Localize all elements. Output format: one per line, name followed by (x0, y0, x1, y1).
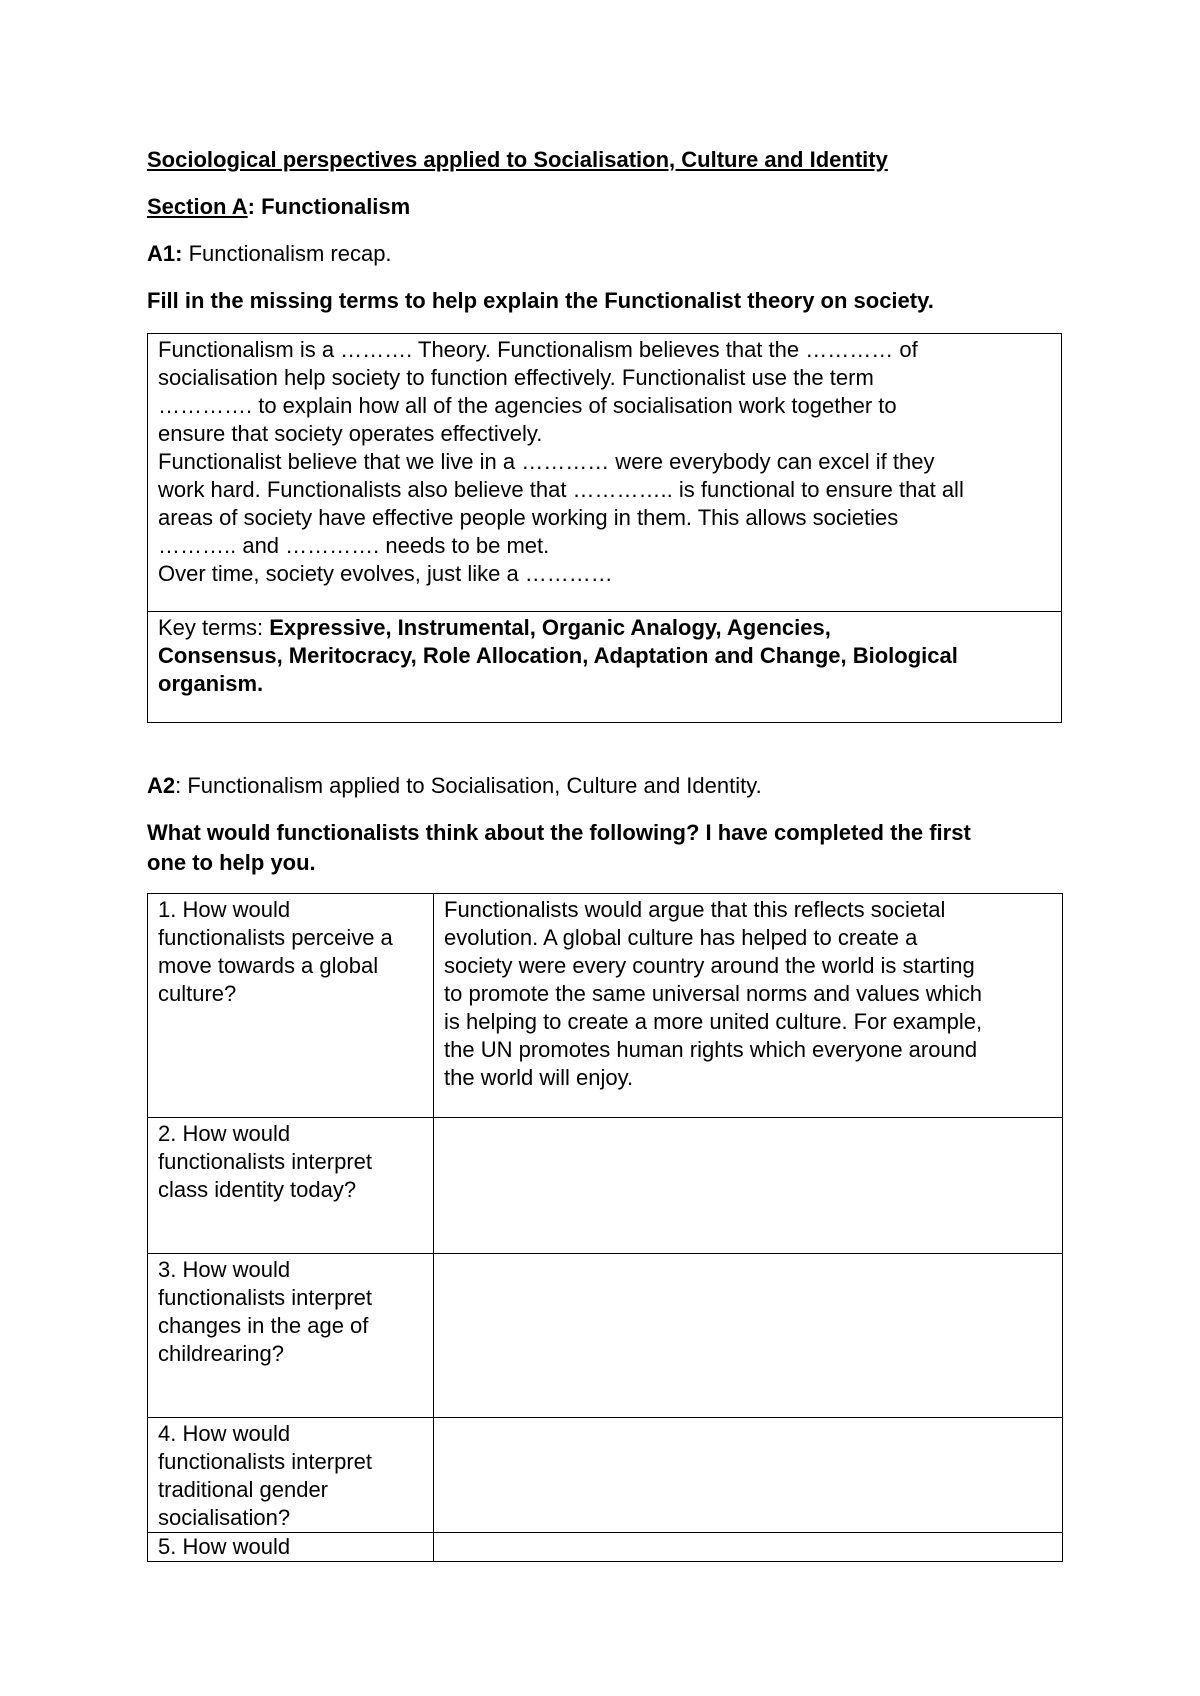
answer-cell (434, 894, 1063, 1118)
key-terms (148, 612, 1061, 722)
key-terms-line: Consensus, Meritocracy, Role Allocation, Adaptation and Change, Biological (158, 643, 958, 668)
table-row (148, 1254, 1063, 1418)
a2-text: : Functionalism applied to Socialisation, Culture and Identity. (175, 773, 762, 798)
fill-in-line: Functionalism is a ………. Theory. Functionalism believes that the ………… of (158, 337, 918, 362)
cell-text-line: class identity today? (158, 1177, 357, 1202)
cell-text-line: childrearing? (158, 1341, 284, 1366)
section-heading (147, 194, 410, 220)
cell-text-line: to promote the same universal norms and values which (444, 981, 983, 1006)
a2-instruction-line: What would functionalists think about the following? I have completed the first (147, 820, 971, 845)
cell-text-line: move towards a global (158, 953, 379, 978)
key-terms-line: Expressive, Instrumental, Organic Analogy, Agencies, (269, 615, 831, 640)
answer-cell[interactable] (434, 1533, 1063, 1562)
table-row (148, 1533, 1063, 1562)
fill-in-line: ……….. and …………. needs to be met. (158, 533, 550, 558)
section-label: Section A (147, 194, 248, 219)
cell-text-line: traditional gender (158, 1477, 329, 1502)
fill-in-box (147, 333, 1062, 723)
cell-text-line: functionalists interpret (158, 1449, 372, 1474)
a1-label: A1: (147, 241, 183, 266)
a1-instruction: Fill in the missing terms to help explain the Functionalist theory on society. (147, 288, 934, 313)
cell-text-line: the UN promotes human rights which everyone around (444, 1037, 978, 1062)
cell-text-line: functionalists interpret (158, 1285, 372, 1310)
a2-label: A2 (147, 773, 176, 798)
cell-text-line: 5. How would (158, 1534, 291, 1559)
cell-text-line: changes in the age of (158, 1313, 369, 1338)
question-cell (148, 1533, 434, 1562)
cell-text-line: evolution. A global culture has helped to create a (444, 925, 918, 950)
answer-cell[interactable] (434, 1118, 1063, 1254)
a1-heading (147, 241, 392, 267)
cell-text-line: culture? (158, 981, 237, 1006)
fill-in-line: ensure that society operates effectively. (158, 421, 543, 446)
answer-cell[interactable] (434, 1418, 1063, 1533)
question-cell (148, 1418, 434, 1533)
question-cell (148, 1254, 434, 1418)
cell-text-line: society were every country around the world is starting (444, 953, 975, 978)
key-terms-line: organism. (158, 671, 264, 696)
cell-text-line: Functionalists would argue that this reflects societal (444, 897, 946, 922)
a2-instruction-line: one to help you. (147, 850, 316, 875)
fill-in-line: areas of society have effective people working in them. This allows societies (158, 505, 899, 530)
a2-heading (147, 773, 762, 799)
cell-text-line: is helping to create a more united culture. For example, (444, 1009, 983, 1034)
a1-text: Functionalism recap. (182, 241, 392, 266)
cell-text-line: 1. How would (158, 897, 291, 922)
cell-text-line: socialisation? (158, 1505, 291, 1530)
fill-in-line: work hard. Functionalists also believe that ………….. is functional to ensure that all (158, 477, 964, 502)
fill-in-line: Functionalist believe that we live in a ………… were everybody can excel if they (158, 449, 935, 474)
fill-in-line: Over time, society evolves, just like a ………… (158, 561, 613, 586)
cell-text-line: the world will enjoy. (444, 1065, 634, 1090)
page-title: Sociological perspectives applied to Socialisation, Culture and Identity (147, 147, 888, 172)
section-rest: : Functionalism (247, 194, 411, 219)
cell-text-line: 2. How would (158, 1121, 291, 1146)
cell-text-line: 4. How would (158, 1421, 291, 1446)
questions-table (147, 893, 1063, 1562)
key-terms-prefix: Key terms: (158, 615, 270, 640)
fill-in-line: socialisation help society to function effectively. Functionalist use the term (158, 365, 874, 390)
cell-text-line: 3. How would (158, 1257, 291, 1282)
fill-in-line: …………. to explain how all of the agencies of socialisation work together to (158, 393, 897, 418)
table-row (148, 1418, 1063, 1533)
fill-in-paragraph (148, 334, 1061, 612)
cell-text-line: functionalists perceive a (158, 925, 393, 950)
answer-cell[interactable] (434, 1254, 1063, 1418)
question-cell (148, 894, 434, 1118)
table-row (148, 1118, 1063, 1254)
question-cell (148, 1118, 434, 1254)
table-row (148, 894, 1063, 1118)
cell-text-line: functionalists interpret (158, 1149, 372, 1174)
